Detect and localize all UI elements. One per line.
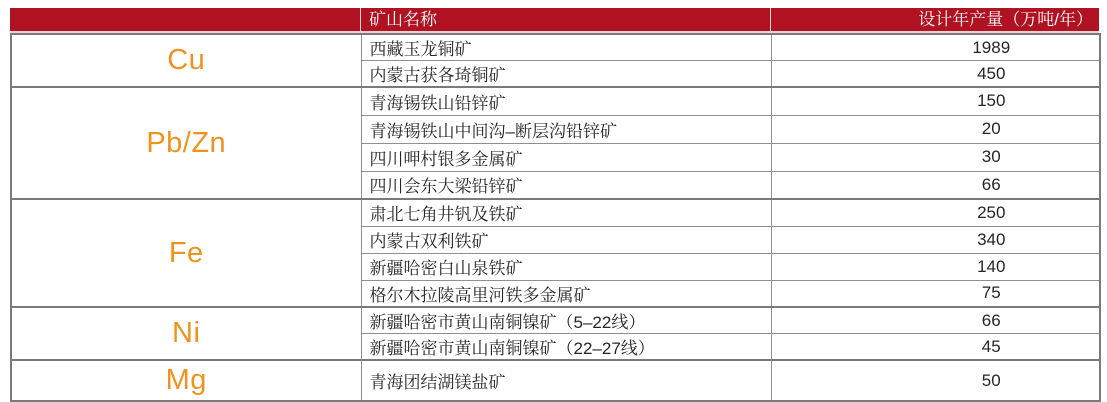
- output-value: 30: [771, 143, 1100, 171]
- mine-name: 肃北七角井钒及铁矿: [361, 199, 771, 226]
- table-row: [11, 34, 1100, 61]
- mine-name: 内蒙古获各琦铜矿: [361, 61, 771, 88]
- mine-name: 格尔木拉陵高里河铁多金属矿: [361, 280, 771, 307]
- mine-name: 新疆哈密市黄山南铜镍矿（5–22线）: [361, 307, 771, 334]
- mine-name: 四川会东大梁铅锌矿: [361, 171, 771, 199]
- mine-name: 新疆哈密市黄山南铜镍矿（22–27线）: [361, 334, 771, 361]
- output-value: 450: [771, 61, 1100, 88]
- mine-name: 青海锡铁山中间沟–断层沟铅锌矿: [361, 115, 771, 143]
- mine-name: 青海锡铁山铅锌矿: [361, 87, 771, 115]
- header-metal-column: [10, 8, 360, 31]
- output-value: 140: [771, 253, 1100, 280]
- metal-symbol-mg: Mg: [11, 360, 361, 401]
- header-mine-name: 矿山名称: [360, 8, 770, 31]
- output-value: 150: [771, 87, 1100, 115]
- output-value: 50: [771, 360, 1100, 401]
- metal-symbol-cu: Cu: [11, 34, 361, 87]
- metal-symbol-pbzn: Pb/Zn: [11, 87, 361, 199]
- mine-name: 内蒙古双利铁矿: [361, 226, 771, 253]
- header-annual-output: 设计年产量（万吨/年）: [770, 8, 1099, 31]
- table-row: [11, 87, 1100, 115]
- metal-symbol-ni: Ni: [11, 307, 361, 360]
- output-value: 250: [771, 199, 1100, 226]
- output-value: 20: [771, 115, 1100, 143]
- output-value: 340: [771, 226, 1100, 253]
- table-body: [10, 33, 1101, 402]
- mine-production-table: [10, 8, 1099, 402]
- table-header-row: [10, 8, 1099, 33]
- output-value: 1989: [771, 34, 1100, 61]
- output-value: 66: [771, 307, 1100, 334]
- output-value: 66: [771, 171, 1100, 199]
- table-row: [11, 360, 1100, 401]
- mine-name: 四川呷村银多金属矿: [361, 143, 771, 171]
- output-value: 75: [771, 280, 1100, 307]
- mine-name: 新疆哈密白山泉铁矿: [361, 253, 771, 280]
- metal-symbol-fe: Fe: [11, 199, 361, 307]
- mine-name: 青海团结湖镁盐矿: [361, 360, 771, 401]
- mine-name: 西藏玉龙铜矿: [361, 34, 771, 61]
- table-row: [11, 307, 1100, 334]
- table-row: [11, 199, 1100, 226]
- output-value: 45: [771, 334, 1100, 361]
